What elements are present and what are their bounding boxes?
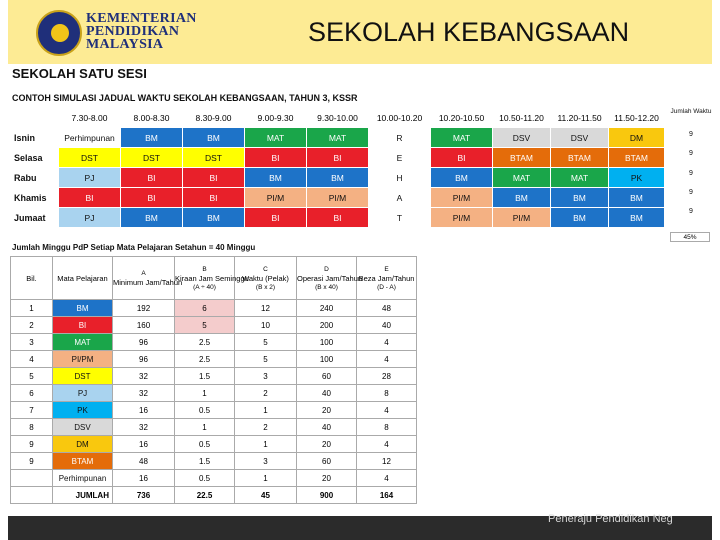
timetable-cell: PI/M bbox=[431, 208, 493, 228]
time-slot-header: 9.00-9.30 bbox=[245, 108, 307, 128]
summary-subject-cell: PJ bbox=[53, 385, 113, 402]
timetable-corner bbox=[11, 108, 59, 128]
summary-e-cell: 28 bbox=[357, 368, 417, 385]
summary-d-cell: 240 bbox=[297, 300, 357, 317]
summary-c-cell: 3 bbox=[235, 368, 297, 385]
summary-table bbox=[10, 256, 417, 504]
summary-c-cell: 2 bbox=[235, 419, 297, 436]
summary-total-row bbox=[11, 487, 417, 504]
summary-b-cell: 1.5 bbox=[175, 453, 235, 470]
timetable-cell: BM bbox=[431, 168, 493, 188]
timetable-cell: MAT bbox=[431, 128, 493, 148]
summary-b-cell: 2.5 bbox=[175, 334, 235, 351]
col-c-header bbox=[235, 257, 297, 300]
timetable-cell: R bbox=[369, 128, 431, 148]
jumlah-value: 9 bbox=[689, 169, 693, 177]
timetable-cell: BI bbox=[121, 168, 183, 188]
summary-a-cell: 32 bbox=[113, 368, 175, 385]
total-spacer bbox=[11, 487, 53, 504]
summary-subject-cell: PI/PM bbox=[53, 351, 113, 368]
summary-row bbox=[11, 368, 417, 385]
summary-bil-cell: 2 bbox=[11, 317, 53, 334]
summary-bil-cell: 9 bbox=[11, 436, 53, 453]
summary-e-cell: 8 bbox=[357, 385, 417, 402]
summary-e-cell: 4 bbox=[357, 436, 417, 453]
timetable-cell: BI bbox=[431, 148, 493, 168]
jumlah-value: 9 bbox=[689, 131, 693, 138]
jumlah-value: 9 bbox=[689, 188, 693, 196]
column-letter: A bbox=[141, 270, 146, 277]
day-label: Khamis bbox=[11, 188, 59, 208]
summary-subject-cell: BI bbox=[53, 317, 113, 334]
timetable-cell: Perhimpunan bbox=[59, 128, 121, 148]
summary-b-cell: 1 bbox=[175, 419, 235, 436]
summary-e-cell: 8 bbox=[357, 419, 417, 436]
summary-e-cell: 4 bbox=[357, 351, 417, 368]
jumlah-header: Jumlah Waktu bbox=[670, 108, 712, 115]
timetable-cell: BI bbox=[121, 188, 183, 208]
total-d-cell: 900 bbox=[297, 487, 357, 504]
timetable-row bbox=[11, 148, 665, 168]
column-letter: D bbox=[324, 265, 329, 273]
summary-d-cell: 20 bbox=[297, 402, 357, 419]
summary-b-cell: 2.5 bbox=[175, 351, 235, 368]
summary-subject-cell: Perhimpunan bbox=[53, 470, 113, 487]
percent-box: 45% bbox=[670, 232, 710, 242]
time-slot-header: 8.00-8.30 bbox=[121, 108, 183, 128]
summary-c-cell: 1 bbox=[235, 470, 297, 487]
timetable-cell: PI/M bbox=[431, 188, 493, 208]
summary-bil-cell: 3 bbox=[11, 334, 53, 351]
summary-bil-cell: 6 bbox=[11, 385, 53, 402]
summary-bil-cell: 4 bbox=[11, 351, 53, 368]
timetable-title: CONTOH SIMULASI JADUAL WAKTU SEKOLAH KEBANGSAAN, TAHUN 3, KSSR bbox=[12, 93, 358, 103]
timetable-cell: MAT bbox=[493, 168, 551, 188]
col-d-header-text: Operasi Jam/Tahun bbox=[297, 273, 363, 283]
summary-a-cell: 96 bbox=[113, 334, 175, 351]
col-e-header-text: Beza Jam/Tahun bbox=[358, 273, 415, 283]
summary-bil-cell bbox=[11, 470, 53, 487]
summary-d-cell: 20 bbox=[297, 470, 357, 487]
timetable-cell: PJ bbox=[59, 208, 121, 228]
summary-row bbox=[11, 334, 417, 351]
time-slot-header: 10.00-10.20 bbox=[369, 108, 431, 128]
timetable-cell: BI bbox=[245, 148, 307, 168]
total-e-cell: 164 bbox=[357, 487, 417, 504]
timetable-cell: BM bbox=[245, 168, 307, 188]
col-b-header-text: Kiraan Jam Seminggu bbox=[175, 273, 249, 283]
timetable-cell: BM bbox=[183, 208, 245, 228]
total-a-cell: 736 bbox=[113, 487, 175, 504]
time-slot-header: 9.30-10.00 bbox=[307, 108, 369, 128]
summary-subject-cell: BTAM bbox=[53, 453, 113, 470]
ministry-wordmark bbox=[86, 12, 197, 51]
summary-a-cell: 16 bbox=[113, 402, 175, 419]
summary-bil-cell: 1 bbox=[11, 300, 53, 317]
summary-b-cell: 0.5 bbox=[175, 470, 235, 487]
day-label: Rabu bbox=[11, 168, 59, 188]
summary-bil-cell: 8 bbox=[11, 419, 53, 436]
summary-subject-cell: BM bbox=[53, 300, 113, 317]
summary-bil-cell: 9 bbox=[11, 453, 53, 470]
timetable-cell: PI/M bbox=[307, 188, 369, 208]
timetable-cell: BI bbox=[307, 208, 369, 228]
time-slot-header: 11.50-12.20 bbox=[609, 108, 665, 128]
summary-c-cell: 1 bbox=[235, 436, 297, 453]
summary-row bbox=[11, 351, 417, 368]
summary-d-cell: 20 bbox=[297, 436, 357, 453]
col-c-header-text: Waktu (Pelak) bbox=[242, 273, 289, 283]
summary-row bbox=[11, 385, 417, 402]
bil-header bbox=[11, 257, 53, 300]
timetable-cell: BTAM bbox=[493, 148, 551, 168]
timetable-cell: T bbox=[369, 208, 431, 228]
timetable-cell: BM bbox=[121, 208, 183, 228]
col-b-header bbox=[175, 257, 249, 300]
summary-d-cell: 60 bbox=[297, 368, 357, 385]
summary-subject-cell: DM bbox=[53, 436, 113, 453]
summary-b-cell: 1 bbox=[175, 385, 235, 402]
timetable-cell: PI/M bbox=[245, 188, 307, 208]
summary-a-cell: 160 bbox=[113, 317, 175, 334]
col-c-header-text: (B x 2) bbox=[255, 283, 276, 291]
timetable-cell: BI bbox=[183, 168, 245, 188]
total-c-cell: 45 bbox=[235, 487, 297, 504]
summary-a-cell: 96 bbox=[113, 351, 175, 368]
summary-subject-cell: MAT bbox=[53, 334, 113, 351]
percent-value: 45 bbox=[683, 234, 691, 241]
summary-c-cell: 10 bbox=[235, 317, 297, 334]
section-title: SEKOLAH SATU SESI bbox=[12, 66, 147, 81]
time-slot-header: 10.50-11.20 bbox=[493, 108, 551, 128]
summary-c-cell: 5 bbox=[235, 334, 297, 351]
ministry-crest-icon bbox=[36, 10, 82, 56]
timetable-cell: PJ bbox=[59, 168, 121, 188]
summary-subject-cell: DSV bbox=[53, 419, 113, 436]
timetable-row bbox=[11, 208, 665, 228]
timetable-cell: BM bbox=[551, 188, 609, 208]
timetable-cell: BTAM bbox=[609, 148, 665, 168]
timetable-row bbox=[11, 188, 665, 208]
col-d-header bbox=[297, 257, 363, 300]
col-a-header-text: Minimum Jam/Tahun bbox=[113, 278, 183, 287]
ministry-line: KEMENTERIAN bbox=[86, 11, 197, 26]
summary-subject-cell: PK bbox=[53, 402, 113, 419]
time-slot-header: 7.30-8.00 bbox=[59, 108, 121, 128]
summary-e-cell: 12 bbox=[357, 453, 417, 470]
timetable-cell: A bbox=[369, 188, 431, 208]
summary-d-cell: 100 bbox=[297, 351, 357, 368]
timetable-row bbox=[11, 128, 665, 148]
col-b-header-text: (A ÷ 40) bbox=[193, 283, 216, 291]
summary-d-cell: 100 bbox=[297, 334, 357, 351]
summary-bil-cell: 7 bbox=[11, 402, 53, 419]
timetable-cell: BI bbox=[183, 188, 245, 208]
summary-e-cell: 48 bbox=[357, 300, 417, 317]
summary-a-cell: 16 bbox=[113, 470, 175, 487]
col-e-header bbox=[357, 257, 417, 300]
summary-b-cell: 5 bbox=[175, 317, 235, 334]
bil-header-text: Bil. bbox=[26, 273, 37, 283]
timetable-cell: DM bbox=[609, 128, 665, 148]
jumlah-value: 9 bbox=[689, 150, 693, 158]
timetable-cell: PK bbox=[609, 168, 665, 188]
summary-a-cell: 16 bbox=[113, 436, 175, 453]
timetable-row bbox=[11, 168, 665, 188]
ministry-line: MALAYSIA bbox=[86, 37, 164, 52]
summary-title: Jumlah Minggu PdP Setiap Mata Pelajaran Setahun = 40 Minggu bbox=[12, 243, 256, 252]
summary-c-cell: 5 bbox=[235, 351, 297, 368]
time-slot-header: 11.20-11.50 bbox=[551, 108, 609, 128]
summary-b-cell: 6 bbox=[175, 300, 235, 317]
col-a-header bbox=[113, 257, 183, 300]
col-e-header-text: (D - A) bbox=[377, 283, 396, 291]
column-letter: E bbox=[384, 265, 389, 273]
time-slot-header: 8.30-9.00 bbox=[183, 108, 245, 128]
ministry-line: PENDIDIKAN bbox=[86, 24, 180, 39]
summary-d-cell: 200 bbox=[297, 317, 357, 334]
subject-header bbox=[53, 257, 113, 300]
summary-a-cell: 48 bbox=[113, 453, 175, 470]
summary-a-cell: 32 bbox=[113, 419, 175, 436]
summary-a-cell: 32 bbox=[113, 385, 175, 402]
time-slot-header: 10.20-10.50 bbox=[431, 108, 493, 128]
timetable-cell: BI bbox=[245, 208, 307, 228]
timetable-cell: MAT bbox=[307, 128, 369, 148]
timetable-cell: PI/M bbox=[493, 208, 551, 228]
timetable-cell: BTAM bbox=[551, 148, 609, 168]
summary-row bbox=[11, 470, 417, 487]
summary-d-cell: 40 bbox=[297, 385, 357, 402]
jumlah-value: 9 bbox=[689, 208, 693, 216]
col-d-header-text: (B x 40) bbox=[315, 283, 338, 291]
summary-e-cell: 4 bbox=[357, 334, 417, 351]
summary-row bbox=[11, 300, 417, 317]
summary-row bbox=[11, 453, 417, 470]
summary-a-cell: 192 bbox=[113, 300, 175, 317]
summary-e-cell: 40 bbox=[357, 317, 417, 334]
summary-b-cell: 0.5 bbox=[175, 402, 235, 419]
summary-row bbox=[11, 419, 417, 436]
summary-subject-cell: DST bbox=[53, 368, 113, 385]
summary-row bbox=[11, 436, 417, 453]
day-label: Isnin bbox=[11, 128, 59, 148]
timetable-cell: DST bbox=[121, 148, 183, 168]
summary-c-cell: 2 bbox=[235, 385, 297, 402]
timetable-cell: MAT bbox=[245, 128, 307, 148]
summary-row bbox=[11, 402, 417, 419]
timetable-cell: DSV bbox=[551, 128, 609, 148]
timetable-cell: DST bbox=[183, 148, 245, 168]
timetable-cell: BI bbox=[59, 188, 121, 208]
timetable-cell: BM bbox=[307, 168, 369, 188]
column-letter: B bbox=[202, 265, 207, 273]
timetable bbox=[10, 107, 665, 228]
timetable-cell: E bbox=[369, 148, 431, 168]
summary-d-cell: 40 bbox=[297, 419, 357, 436]
summary-bil-cell: 5 bbox=[11, 368, 53, 385]
subject-header-text: Mata Pelajaran bbox=[57, 273, 108, 283]
summary-row bbox=[11, 317, 417, 334]
column-letter: C bbox=[263, 265, 268, 273]
total-b-cell: 22.5 bbox=[175, 487, 235, 504]
timetable-cell: H bbox=[369, 168, 431, 188]
total-label-cell: JUMLAH bbox=[53, 487, 113, 504]
day-label: Jumaat bbox=[11, 208, 59, 228]
summary-b-cell: 1.5 bbox=[175, 368, 235, 385]
summary-c-cell: 3 bbox=[235, 453, 297, 470]
summary-e-cell: 4 bbox=[357, 470, 417, 487]
timetable-cell: BM bbox=[609, 188, 665, 208]
timetable-cell: BM bbox=[551, 208, 609, 228]
summary-c-cell: 12 bbox=[235, 300, 297, 317]
timetable-cell: DSV bbox=[493, 128, 551, 148]
timetable-cell: BM bbox=[493, 188, 551, 208]
summary-d-cell: 60 bbox=[297, 453, 357, 470]
page-title: SEKOLAH KEBANGSAAN bbox=[308, 17, 630, 47]
timetable-cell: DST bbox=[59, 148, 121, 168]
summary-e-cell: 4 bbox=[357, 402, 417, 419]
timetable-cell: BI bbox=[307, 148, 369, 168]
timetable-cell: BM bbox=[609, 208, 665, 228]
timetable-cell: BM bbox=[183, 128, 245, 148]
timetable-cell: BM bbox=[121, 128, 183, 148]
day-label: Selasa bbox=[11, 148, 59, 168]
footer-text: Peneraju Pendidikan Neg bbox=[548, 513, 673, 525]
timetable-cell: MAT bbox=[551, 168, 609, 188]
summary-b-cell: 0.5 bbox=[175, 436, 235, 453]
summary-c-cell: 1 bbox=[235, 402, 297, 419]
